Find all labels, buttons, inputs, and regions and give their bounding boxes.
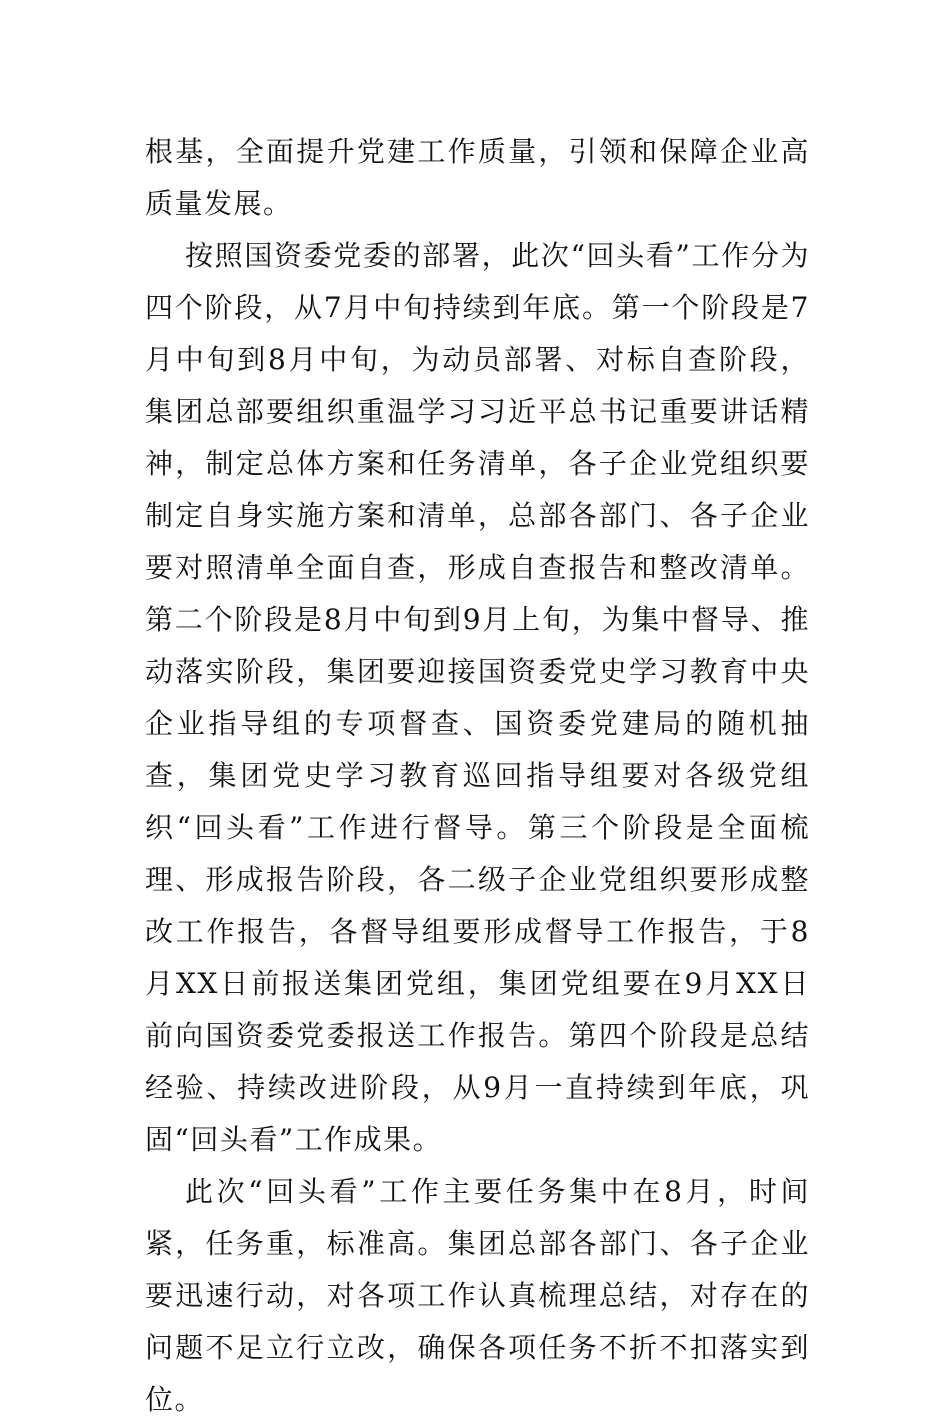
paragraph-tasks: 此次“回头看”工作主要任务集中在8月，时间紧，任务重，标准高。集团总部各部门、各子企业要迅速行动，对各项工作认真梳理总结，对存在的问题不足立行立改，确保各项任务不折不扣落实到位。 — [145, 1175, 810, 1416]
body-text — [145, 126, 810, 1426]
paragraph-stages: 按照国资委党委的部署，此次“回头看”工作分为四个阶段，从7月中旬持续到年底。第一个阶段是7月中旬到8月中旬，为动员部署、对标自查阶段，集团总部要组织重温学习习近平总书记重要讲话精神，制定总体方案和任务清单，各子企业党组织要制定自身实施方案和清单，总部各部门、各子企业要对照清单全面自查，形成自查报告和整改清单。第二个阶段是8月中旬到9月上旬，为集中督导、推动落实阶段，集团要迎接国资委党史学习教育中央企业指导组的专项督查、国资委党建局的随机抽查，集团党史学习教育巡回指导组要对各级党组织“回头看”工作进行督导。第三个阶段是全面梳理、形成报告阶段，各二级子企业党组织要形成整改工作报告，各督导组要形成督导工作报告，于8月XX日前报送集团党组，集团党组要在9月XX日前向国资委党委报送工作报告。第四个阶段是总结经验、持续改进阶段，从9月一直持续到年底，巩固“回头看”工作成果。 — [145, 239, 810, 1156]
paragraph-continuation: 根基，全面提升党建工作质量，引领和保障企业高质量发展。 — [145, 135, 810, 220]
